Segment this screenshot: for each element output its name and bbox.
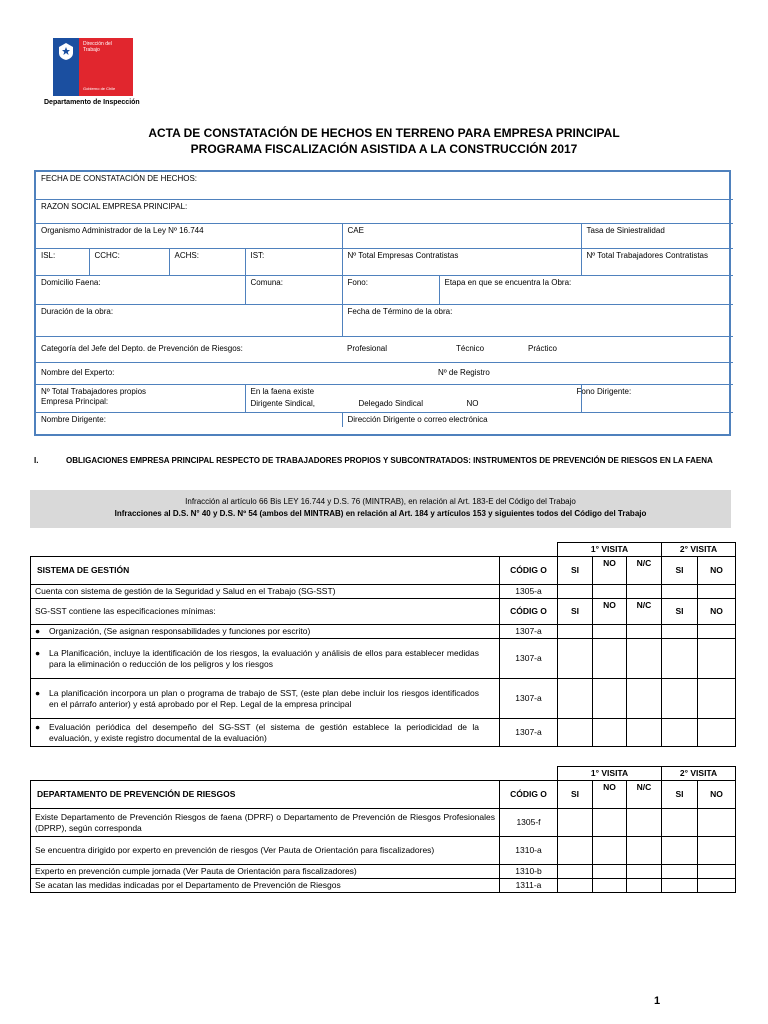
table2-row: Experto en prevención cumple jornada (Ver Pauta de Orientación para fiscalizadores): [31, 865, 500, 879]
codigo-header: CÓDIG O: [500, 599, 558, 625]
code-cell: 1310-b: [500, 865, 558, 879]
code-cell: 1307-a: [500, 679, 558, 719]
visita1-header: 1° VISITA: [558, 767, 662, 781]
nc-header: N/C: [627, 781, 662, 809]
visita2-header: 2° VISITA: [662, 543, 736, 557]
bullet-icon: ●: [35, 626, 41, 636]
check-no2[interactable]: [698, 837, 736, 865]
code-cell: 1307-a: [500, 625, 558, 639]
table1-item: [31, 625, 500, 639]
header-form: [34, 170, 731, 436]
check-no[interactable]: [593, 809, 627, 837]
nc-header: N/C: [627, 557, 662, 585]
categoria-label: Categoría del Jefe del Depto. de Prevención de Riesgos:: [41, 344, 243, 353]
check-si2[interactable]: [662, 585, 698, 599]
check-no[interactable]: [593, 837, 627, 865]
table1-title: SISTEMA DE GESTIÓN: [31, 557, 500, 585]
check-si[interactable]: [558, 879, 593, 893]
table-sistema-gestion: [30, 542, 736, 747]
infraction-box: [30, 490, 731, 528]
check-no[interactable]: [593, 865, 627, 879]
code-cell: 1310-a: [500, 837, 558, 865]
code-cell: 1307-a: [500, 639, 558, 679]
check-si2[interactable]: [662, 719, 698, 747]
faena-existe-label: En la faena existe: [250, 386, 315, 396]
item-text: La planificación incorpora un plan o programa de trabajo de SST, (este plan debe incluir los riesgos identificados en el párrafo anterior) y está aprobado por el Rep. Legal de la empresa principal: [49, 687, 479, 709]
field-isl[interactable]: ISL:: [36, 248, 89, 275]
code-cell: 1305-a: [500, 585, 558, 599]
check-nc[interactable]: [627, 719, 662, 747]
check-nc[interactable]: [627, 865, 662, 879]
bullet-icon: ●: [35, 687, 41, 698]
codigo-header: CÓDIG O: [500, 557, 558, 585]
field-experto-row[interactable]: [36, 362, 733, 384]
field-nombre-dirigente[interactable]: Nombre Dirigente:: [36, 412, 342, 427]
option-dirigente-sindical[interactable]: Dirigente Sindical,: [250, 398, 315, 408]
check-no2[interactable]: [698, 879, 736, 893]
logo: [53, 38, 133, 96]
check-si2[interactable]: [662, 679, 698, 719]
check-si2[interactable]: [662, 865, 698, 879]
field-total-trab-contratistas[interactable]: Nº Total Trabajadores Contratistas: [581, 248, 733, 275]
option-profesional[interactable]: Profesional: [347, 344, 388, 353]
check-si2[interactable]: [662, 809, 698, 837]
registro-label: Nº de Registro: [438, 368, 490, 377]
field-fono-dirigente[interactable]: [576, 384, 733, 412]
option-no[interactable]: NO: [466, 398, 479, 408]
no-header: NO: [593, 557, 627, 585]
option-practico[interactable]: Práctico: [528, 344, 557, 353]
logo-gov: Gobierno de Chile: [83, 86, 116, 91]
field-total-propios[interactable]: [36, 384, 245, 412]
check-no[interactable]: [593, 585, 627, 599]
check-nc[interactable]: [627, 679, 662, 719]
doc-title-line2: PROGRAMA FISCALIZACIÓN ASISTIDA A LA CONSTRUCCIÓN 2017: [190, 142, 578, 156]
field-fecha[interactable]: FECHA DE CONSTATACIÓN DE HECHOS:: [36, 172, 733, 199]
check-si[interactable]: [558, 679, 593, 719]
check-si[interactable]: [558, 585, 593, 599]
field-etapa[interactable]: Etapa en que se encuentra la Obra:: [439, 275, 733, 304]
visita2-header: 2° VISITA: [662, 767, 736, 781]
logo-name: Dirección del Trabajo: [83, 41, 112, 53]
check-si2[interactable]: [662, 625, 698, 639]
table1-item: [31, 719, 500, 747]
visita1-header: 1° VISITA: [558, 543, 662, 557]
table2-row: Se acatan las medidas indicadas por el Departamento de Prevención de Riesgos: [31, 879, 500, 893]
table1-item: [31, 639, 500, 679]
check-nc[interactable]: [627, 585, 662, 599]
coat-of-arms-icon: [56, 41, 76, 61]
department-label: Departamento de Inspección: [44, 99, 140, 106]
no2-header: NO: [698, 557, 736, 585]
total-propios-line1: Nº Total Trabajadores propios: [41, 386, 147, 396]
check-si2[interactable]: [662, 879, 698, 893]
si-header: SI: [558, 781, 593, 809]
check-si[interactable]: [558, 639, 593, 679]
section-title: OBLIGACIONES EMPRESA PRINCIPAL RESPECTO DE TRABAJADORES PROPIOS Y SUBCONTRATADOS: INSTRUMENTOS DE PREVENCIÓN DE RIESGOS EN LA FAENA: [66, 456, 713, 465]
field-organismo[interactable]: Organismo Administrador de la Ley Nº 16.744: [36, 223, 342, 248]
check-no2[interactable]: [698, 809, 736, 837]
check-nc[interactable]: [627, 837, 662, 865]
table2-row: Se encuentra dirigido por experto en prevención de riesgos (Ver Pauta de Orientación para fiscalizadores): [31, 837, 500, 865]
no2-header: NO: [698, 599, 736, 625]
check-si[interactable]: [558, 809, 593, 837]
field-domicilio[interactable]: Domicilio Faena:: [36, 275, 245, 304]
section-number: I.: [34, 456, 39, 465]
check-no2[interactable]: [698, 585, 736, 599]
code-cell: 1311-a: [500, 879, 558, 893]
si2-header: SI: [662, 557, 698, 585]
check-no[interactable]: [593, 879, 627, 893]
nombre-experto-label: Nombre del Experto:: [41, 368, 115, 377]
code-cell: 1305-f: [500, 809, 558, 837]
field-tasa[interactable]: Tasa de Siniestralidad: [581, 223, 733, 248]
doc-title-line1: ACTA DE CONSTATACIÓN DE HECHOS EN TERRENO PARA EMPRESA PRINCIPAL: [148, 126, 620, 140]
si2-header: SI: [662, 599, 698, 625]
si2-header: SI: [662, 781, 698, 809]
table1-sub: SG-SST contiene las especificaciones mínimas:: [31, 599, 500, 625]
check-no[interactable]: [593, 719, 627, 747]
nc-header: N/C: [627, 599, 662, 625]
check-nc[interactable]: [627, 809, 662, 837]
bullet-icon: ●: [35, 721, 41, 732]
table2-row: Existe Departamento de Prevención Riesgos de faena (DPRF) o Departamento de Prevención de Riesgos Profesionales (DPRP), según corresponda: [31, 809, 500, 837]
header-form-table: [36, 172, 733, 427]
check-no[interactable]: [593, 639, 627, 679]
fono-dirigente-label: Fono Dirigente:: [576, 386, 632, 396]
check-si2[interactable]: [662, 639, 698, 679]
no2-header: NO: [698, 781, 736, 809]
item-text: Evaluación periódica del desempeño del SG-SST (el sistema de gestión establece la periodicidad de la evaluación, y existe registro documental de la evaluación): [49, 721, 479, 743]
table-departamento-prevencion: [30, 766, 736, 893]
check-nc[interactable]: [627, 879, 662, 893]
check-nc[interactable]: [627, 639, 662, 679]
check-si[interactable]: [558, 625, 593, 639]
table1-item: [31, 679, 500, 719]
total-propios-line2: Empresa Principal:: [41, 396, 109, 406]
field-direccion-dirigente[interactable]: Dirección Dirigente o correo electrónica: [342, 412, 733, 427]
field-categoria-row[interactable]: [36, 336, 733, 362]
field-achs[interactable]: ACHS:: [169, 248, 245, 275]
option-tecnico[interactable]: Técnico: [456, 344, 485, 353]
check-si[interactable]: [558, 719, 593, 747]
check-no2[interactable]: [698, 719, 736, 747]
infraction-line2: Infracciones al D.S. N° 40 y D.S. Nº 54 (ambos del MINTRAB) en relación al Art. 184 y artículos 153 y siguientes todos del Código del Trabajo: [114, 509, 647, 518]
check-no2[interactable]: [698, 679, 736, 719]
field-fono[interactable]: Fono:: [342, 275, 439, 304]
option-delegado-sindical[interactable]: Delegado Sindical: [358, 398, 423, 408]
check-no2[interactable]: [698, 625, 736, 639]
codigo-header: CÓDIG O: [500, 781, 558, 809]
field-cae[interactable]: CAE: [342, 223, 581, 248]
field-fecha-termino[interactable]: Fecha de Término de la obra:: [342, 304, 733, 336]
logo-blue-band: [53, 38, 79, 96]
check-no[interactable]: [593, 679, 627, 719]
no-header: NO: [593, 781, 627, 809]
check-no[interactable]: [593, 625, 627, 639]
field-ist[interactable]: IST:: [245, 248, 342, 275]
table1-row-sgsst: Cuenta con sistema de gestión de la Seguridad y Salud en el Trabajo (SG-SST): [31, 585, 500, 599]
field-cchc[interactable]: CCHC:: [89, 248, 169, 275]
check-si[interactable]: [558, 837, 593, 865]
no-header: NO: [593, 599, 627, 625]
si-header: SI: [558, 599, 593, 625]
infraction-line1: Infracción al artículo 66 Bis LEY 16.744 y D.S. 76 (MINTRAB), en relación al Art. 183-E del Código del Trabajo: [185, 497, 576, 506]
check-nc[interactable]: [627, 625, 662, 639]
check-no2[interactable]: [698, 865, 736, 879]
page-number: 1: [654, 995, 661, 1007]
field-faena-existe[interactable]: [245, 384, 581, 412]
field-total-empresas[interactable]: Nº Total Empresas Contratistas: [342, 248, 581, 275]
item-text: La Planificación, incluye la identificación de los riesgos, la evaluación y análisis de ellos para establecer medidas para la eliminación o reducción de los peligros y los riesgos: [49, 647, 479, 669]
bullet-icon: ●: [35, 647, 41, 658]
check-no2[interactable]: [698, 639, 736, 679]
check-si[interactable]: [558, 865, 593, 879]
field-comuna[interactable]: Comuna:: [245, 275, 342, 304]
code-cell: 1307-a: [500, 719, 558, 747]
si-header: SI: [558, 557, 593, 585]
check-si2[interactable]: [662, 837, 698, 865]
table2-title: DEPARTAMENTO DE PREVENCIÓN DE RIESGOS: [31, 781, 500, 809]
item-text: Organización, (Se asignan responsabilidades y funciones por escrito): [49, 626, 311, 636]
field-duracion[interactable]: Duración de la obra:: [36, 304, 342, 336]
field-razon-social[interactable]: RAZON SOCIAL EMPRESA PRINCIPAL:: [36, 199, 733, 223]
